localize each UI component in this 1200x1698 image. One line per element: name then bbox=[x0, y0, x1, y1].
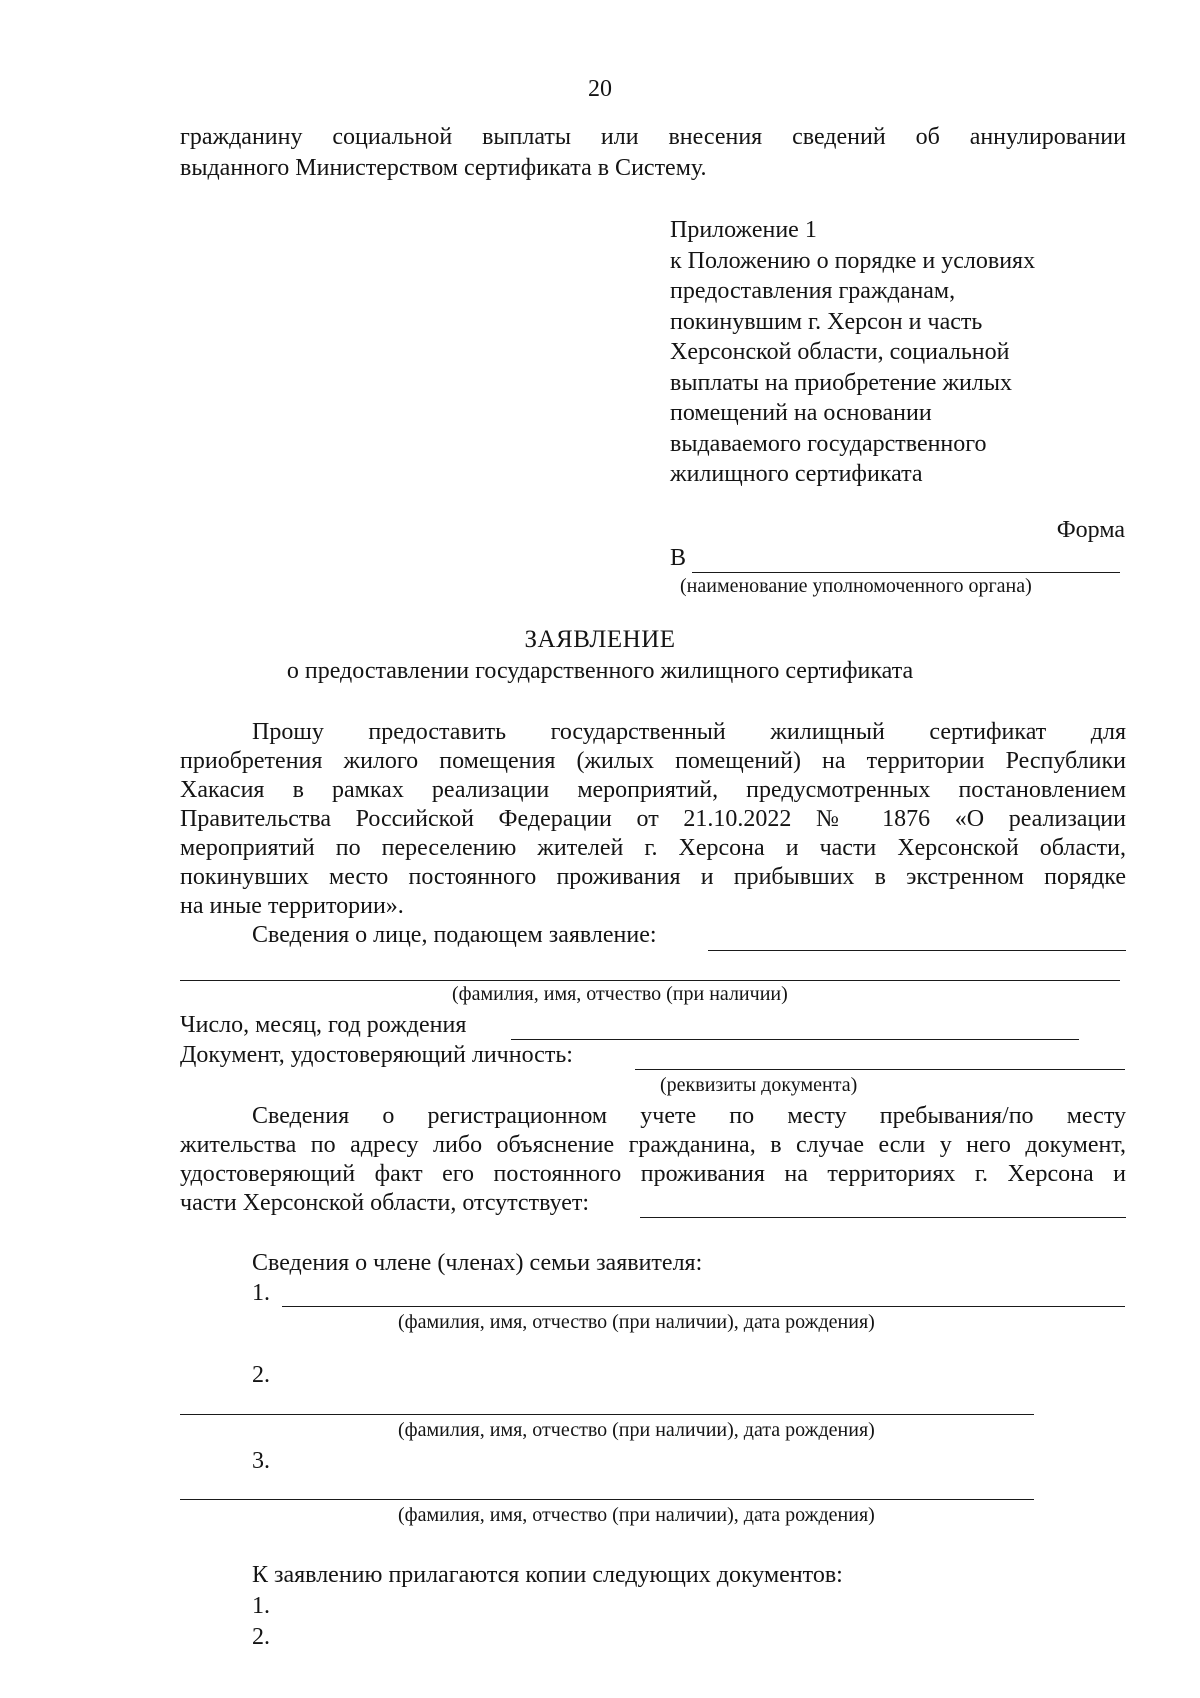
applicant-fio-caption: (фамилия, имя, отчество (при наличии) bbox=[452, 983, 788, 1005]
request-line: Хакасия в рамках реализации мероприятий, предусмотренных постановлением bbox=[180, 777, 1126, 803]
appendix-line: покинувшим г. Херсон и часть bbox=[670, 308, 983, 335]
family-member-number: 3. bbox=[252, 1448, 270, 1474]
applicant-fio-field[interactable] bbox=[180, 980, 1120, 981]
addressee-caption: (наименование уполномоченного органа) bbox=[680, 575, 1032, 597]
registration-field[interactable] bbox=[640, 1217, 1126, 1218]
family-member-caption: (фамилия, имя, отчество (при наличии), дата рождения) bbox=[398, 1504, 875, 1526]
request-last-line: на иные территории». bbox=[180, 893, 404, 919]
appendix-line: помещений на основании bbox=[670, 400, 932, 426]
intro-line-2: выданного Министерством сертификата в Систему. bbox=[180, 155, 707, 181]
document-subtitle: о предоставлении государственного жилищного сертификата bbox=[286, 658, 914, 684]
appendix-line: Херсонской области, социальной bbox=[670, 339, 1010, 365]
appendix-block bbox=[670, 215, 1035, 490]
attachments-label: К заявлению прилагаются копии следующих документов: bbox=[252, 1562, 843, 1588]
family-member-number: 1. bbox=[252, 1280, 270, 1306]
appendix-line: выдаваемого государственного bbox=[670, 430, 987, 457]
family-label: Сведения о члене (членах) семьи заявителя: bbox=[252, 1250, 703, 1276]
appendix-line: Приложение 1 bbox=[670, 217, 817, 243]
family-member-1-field[interactable] bbox=[282, 1306, 1125, 1307]
applicant-label: Сведения о лице, подающем заявление: bbox=[252, 922, 657, 948]
appendix-line: жилищного сертификата bbox=[670, 461, 923, 487]
birth-date-field[interactable] bbox=[511, 1039, 1079, 1040]
family-member-2-field[interactable] bbox=[180, 1414, 1034, 1415]
document-title: ЗАЯВЛЕНИЕ bbox=[524, 626, 676, 653]
appendix-line: выплаты на приобретение жилых bbox=[670, 369, 1012, 396]
birth-date-label: Число, месяц, год рождения bbox=[180, 1012, 467, 1038]
page-number: 20 bbox=[588, 76, 612, 102]
family-member-number: 2. bbox=[252, 1362, 270, 1388]
request-line: мероприятий по переселению жителей г. Херсона и части Херсонской области, bbox=[180, 835, 1126, 861]
addressee-prefix: В bbox=[670, 545, 687, 571]
registration-last-line: части Херсонской области, отсутствует: bbox=[180, 1190, 590, 1216]
request-line: приобретения жилого помещения (жилых помещений) на территории Республики bbox=[180, 748, 1126, 774]
family-member-caption: (фамилия, имя, отчество (при наличии), дата рождения) bbox=[398, 1311, 875, 1333]
addressee-field[interactable] bbox=[692, 572, 1120, 573]
id-document-field[interactable] bbox=[635, 1069, 1125, 1070]
form-label: Форма bbox=[1056, 517, 1125, 543]
appendix-line: к Положению о порядке и условиях bbox=[670, 247, 1036, 274]
request-line: Прошу предоставить государственный жилищный сертификат для bbox=[252, 719, 1126, 745]
family-member-caption: (фамилия, имя, отчество (при наличии), дата рождения) bbox=[398, 1419, 875, 1441]
request-line: покинувших место постоянного проживания и прибывших в экстренном порядке bbox=[180, 864, 1126, 890]
applicant-info-field[interactable] bbox=[708, 950, 1126, 951]
attachment-number: 2. bbox=[252, 1624, 270, 1650]
registration-line: жительства по адресу либо объяснение гражданина, в случае если у него документ, bbox=[180, 1132, 1126, 1158]
id-document-label: Документ, удостоверяющий личность: bbox=[180, 1042, 573, 1068]
family-member-3-field[interactable] bbox=[180, 1499, 1034, 1500]
registration-line: Сведения о регистрационном учете по месту пребывания/по месту bbox=[252, 1103, 1126, 1129]
intro-line-1: гражданину социальной выплаты или внесения сведений об аннулировании bbox=[180, 124, 1126, 150]
id-document-caption: (реквизиты документа) bbox=[660, 1074, 858, 1096]
registration-line: удостоверяющий факт его постоянного проживания на территориях г. Херсона и bbox=[180, 1161, 1126, 1187]
request-line: Правительства Российской Федерации от 21.10.2022 № 1876 «О реализации bbox=[180, 806, 1126, 832]
attachment-number: 1. bbox=[252, 1593, 270, 1619]
appendix-line: предоставления гражданам, bbox=[670, 278, 956, 304]
